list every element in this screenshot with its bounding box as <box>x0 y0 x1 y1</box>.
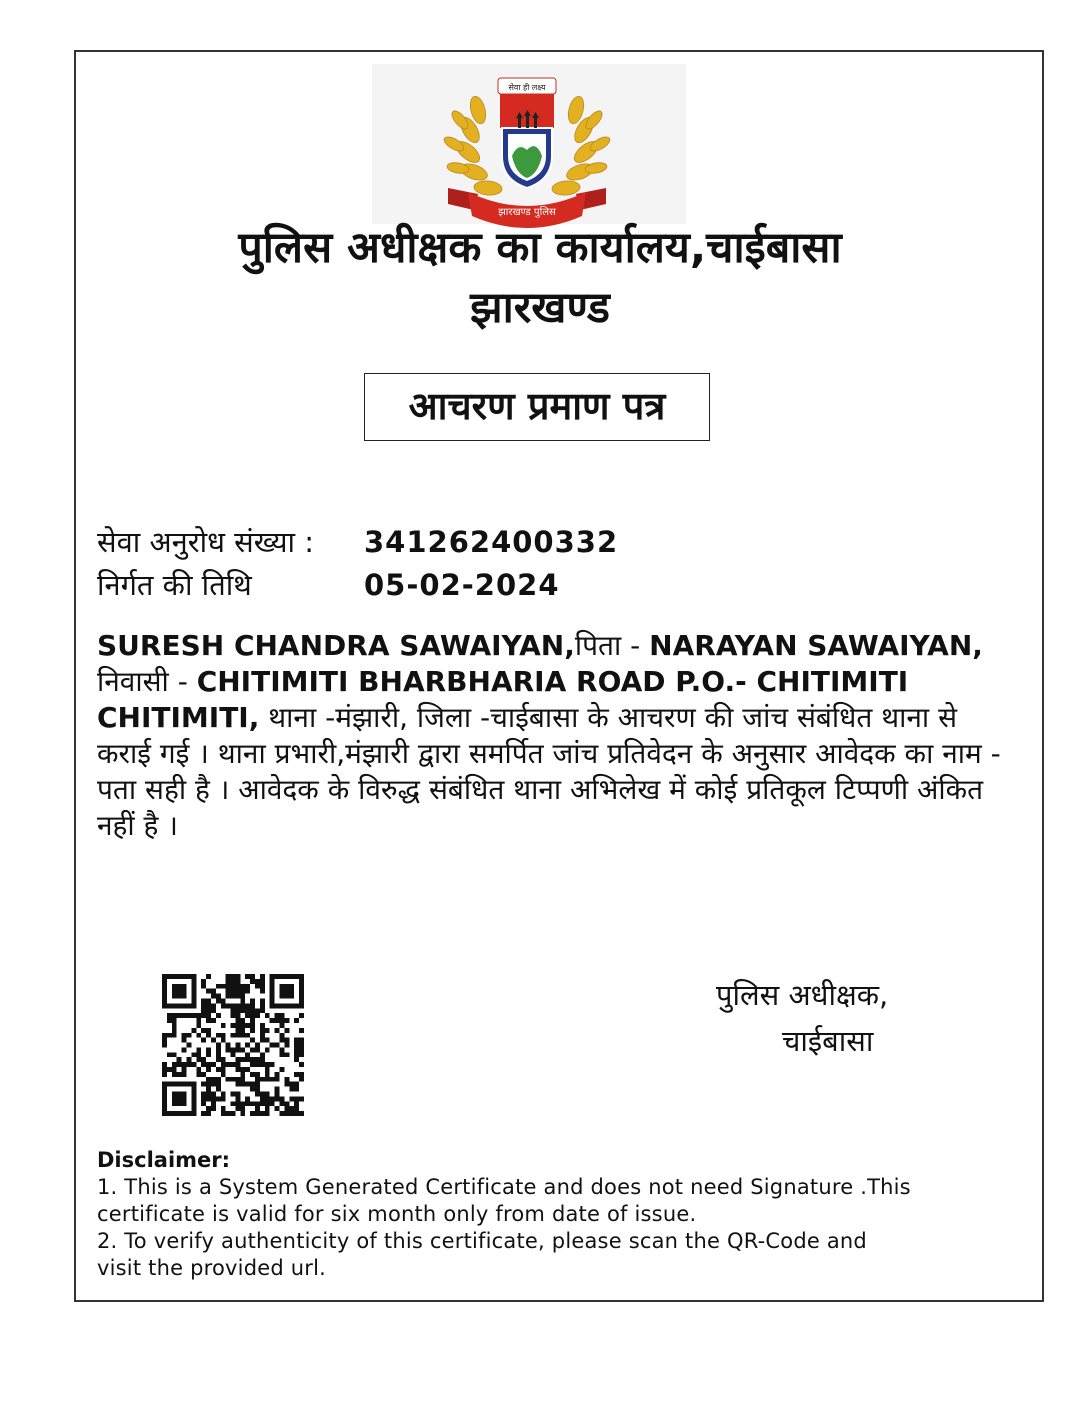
father-label: पिता - <box>574 629 650 662</box>
service-request-label: सेवा अनुरोध संख्या : <box>97 525 315 559</box>
disclaimer-line: 1. This is a System Generated Certificate and does not need Signature .This <box>97 1175 911 1199</box>
verification-text: थाना -मंझारी, जिला -चाईबासा के आचरण की जांच संबंधित थाना से कराई गई । थाना प्रभारी,मंझारी द्वारा समर्पित जांच प्रतिवेदन के अनुसार आवेदक का नाम - पता सही है । आवेदक के विरुद्ध संबंधित थाना अभिलेख में कोई प्रतिकूल टिप्पणी अंकित नहीं है । <box>97 701 1001 842</box>
logo-banner-text: झारखण्ड पुलिस <box>498 207 556 218</box>
signatory-designation: पुलिस अधीक्षक, <box>716 978 889 1012</box>
state-title: झारखण्ड <box>470 283 610 333</box>
disclaimer-line: 2. To verify authenticity of this certificate, please scan the QR-Code and <box>97 1229 867 1253</box>
signatory-location: चाईबासा <box>782 1024 874 1058</box>
qr-code-icon[interactable] <box>162 974 304 1116</box>
disclaimer-line: certificate is valid for six month only from date of issue. <box>97 1202 697 1226</box>
father-name: NARAYAN SAWAIYAN, <box>649 629 983 662</box>
issue-date-label: निर्गत की तिथि <box>97 568 252 602</box>
disclaimer-line: visit the provided url. <box>97 1256 327 1280</box>
disclaimer-title: Disclaimer: <box>97 1148 231 1172</box>
issue-date-value: 05-02-2024 <box>364 568 560 602</box>
applicant-name: SURESH CHANDRA SAWAIYAN, <box>97 629 575 662</box>
logo-motto-text: सेवा ही लक्ष्य <box>508 83 546 92</box>
office-title: पुलिस अधीक्षक का कार्यालय,चाईबासा <box>238 223 842 273</box>
applicant-address: CHITIMITI BHARBHARIA ROAD P.O.- CHITIMITI CHITIMITI, <box>97 665 909 734</box>
jharkhand-police-emblem-icon <box>438 70 616 232</box>
certificate-body <box>97 628 1002 844</box>
service-request-number: 341262400332 <box>364 525 619 559</box>
certificate-title: आचरण प्रमाण पत्र <box>364 373 710 441</box>
residence-label: निवासी - <box>97 665 197 698</box>
